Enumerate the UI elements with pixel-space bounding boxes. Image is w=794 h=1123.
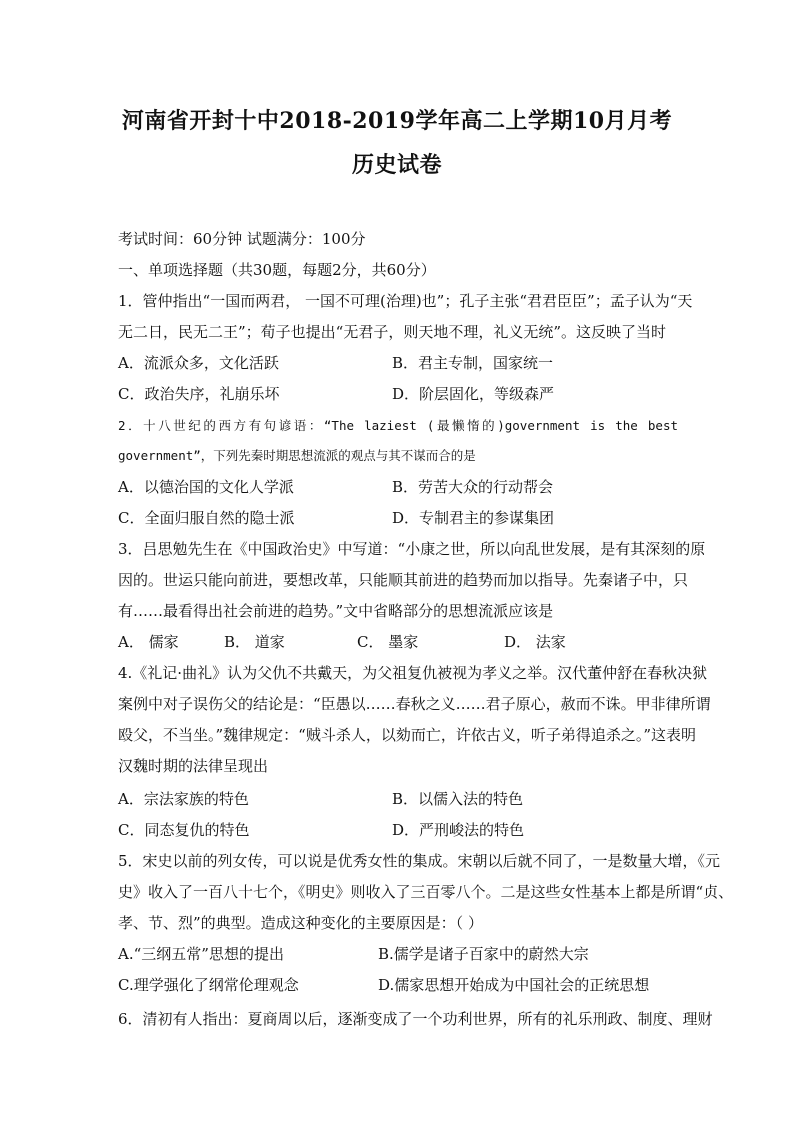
question-4-line-1: 4.《礼记·曲礼》认为父仇不共戴天，为父祖复仇被视为孝义之举。汉代董仲舒在春秋决狱 xyxy=(118,664,708,682)
question-2-option-d: D．专制君主的参谋集团 xyxy=(392,509,555,527)
question-1-option-a: A．流派众多，文化活跃 xyxy=(118,354,279,372)
question-2-line-1 xyxy=(118,415,678,436)
question-6-line-1: 6．清初有人指出：夏商周以后，逐渐变成了一个功利世界，所有的礼乐刑政、制度、理财 xyxy=(118,1010,713,1028)
question-5-line-1: 5．宋史以前的列女传，可以说是优秀女性的集成。宋朝以后就不同了，一是数量大增，《元 xyxy=(118,852,721,870)
question-3-option-c: C． 墨家 xyxy=(357,633,419,651)
question-4-option-a: A．宗法家族的特色 xyxy=(118,790,249,808)
question-2-line-2: government”，下列先秦时期思想流派的观点与其不谋而合的是 xyxy=(118,448,476,463)
question-4-option-c: C．同态复仇的特色 xyxy=(118,821,250,839)
question-1-line-1: 1．管仲指出“一国而两君， 一国不可理(治理)也”；孔子主张“君君臣臣”；孟子认为“天 xyxy=(118,292,693,310)
question-2-option-a: A．以德治国的文化人学派 xyxy=(118,478,294,496)
question-4-option-b: B．以儒入法的特色 xyxy=(392,790,524,808)
page-title: 河南省开封十中2018-2019学年高二上学期10月月考 xyxy=(121,108,673,134)
question-5-option-b: B.儒学是诸子百家中的蔚然大宗 xyxy=(378,945,589,963)
question-1-line-2: 无二日，民无二王”；荀子也提出“无君子，则天地不理，礼义无统”。这反映了当时 xyxy=(118,323,667,341)
section-heading: 一、单项选择题（共30题，每题2分，共60分） xyxy=(118,261,436,279)
question-2-option-c: C．全面归服自然的隐士派 xyxy=(118,509,295,527)
exam-info: 考试时间：60分钟 试题满分：100分 xyxy=(118,230,366,248)
question-5-line-2: 史》收入了一百八十七个，《明史》则收入了三百零八个。二是这些女性基本上都是所谓“贞、 xyxy=(118,883,734,901)
question-4-line-3: 殴父，不当坐。”魏律规定：“贼斗杀人，以劾而亡，许依古义，听子弟得追杀之。”这表明 xyxy=(118,726,697,744)
page-subtitle: 历史试卷 xyxy=(351,152,442,178)
question-3-line-2: 因的。世运只能向前进，要想改革，只能顺其前进的趋势而加以指导。先秦诸子中，只 xyxy=(118,571,689,589)
question-3-option-d: D． 法家 xyxy=(504,633,566,651)
question-3-line-3: 有……最看得出社会前进的趋势。”文中省略部分的思想流派应该是 xyxy=(118,602,554,620)
question-4-line-4: 汉魏时期的法律呈现出 xyxy=(118,757,269,775)
question-1-option-c: C．政治失序，礼崩乐坏 xyxy=(118,385,280,403)
question-3-line-1: 3．吕思勉先生在《中国政治史》中写道：“小康之世，所以向乱世发展，是有其深刻的原 xyxy=(118,540,706,558)
question-2-line-1-text: 2．十八世纪的西方有句谚语：“The laziest (最懒惰的)government is the best xyxy=(118,418,678,433)
question-5-line-3: 孝、节、烈”的典型。造成这种变化的主要原因是：（ ） xyxy=(118,914,483,932)
question-1-option-d: D．阶层固化，等级森严 xyxy=(392,385,555,403)
question-1-option-b: B．君主专制，国家统一 xyxy=(392,354,554,372)
question-3-option-b: B． 道家 xyxy=(224,633,285,651)
question-4-line-2: 案例中对子误伤父的结论是：“臣愚以……春秋之义……君子原心，赦而不诛。甲非律所谓 xyxy=(118,695,711,713)
question-4-option-d: D．严刑峻法的特色 xyxy=(392,821,525,839)
question-5-option-c: C.理学强化了纲常伦理观念 xyxy=(118,976,299,994)
question-5-option-a: A.“三纲五常”思想的提出 xyxy=(118,945,284,963)
question-3-option-a: A． 儒家 xyxy=(118,633,179,651)
question-2-option-b: B．劳苦大众的行动帮会 xyxy=(392,478,554,496)
question-5-option-d: D.儒家思想开始成为中国社会的正统思想 xyxy=(378,976,650,994)
